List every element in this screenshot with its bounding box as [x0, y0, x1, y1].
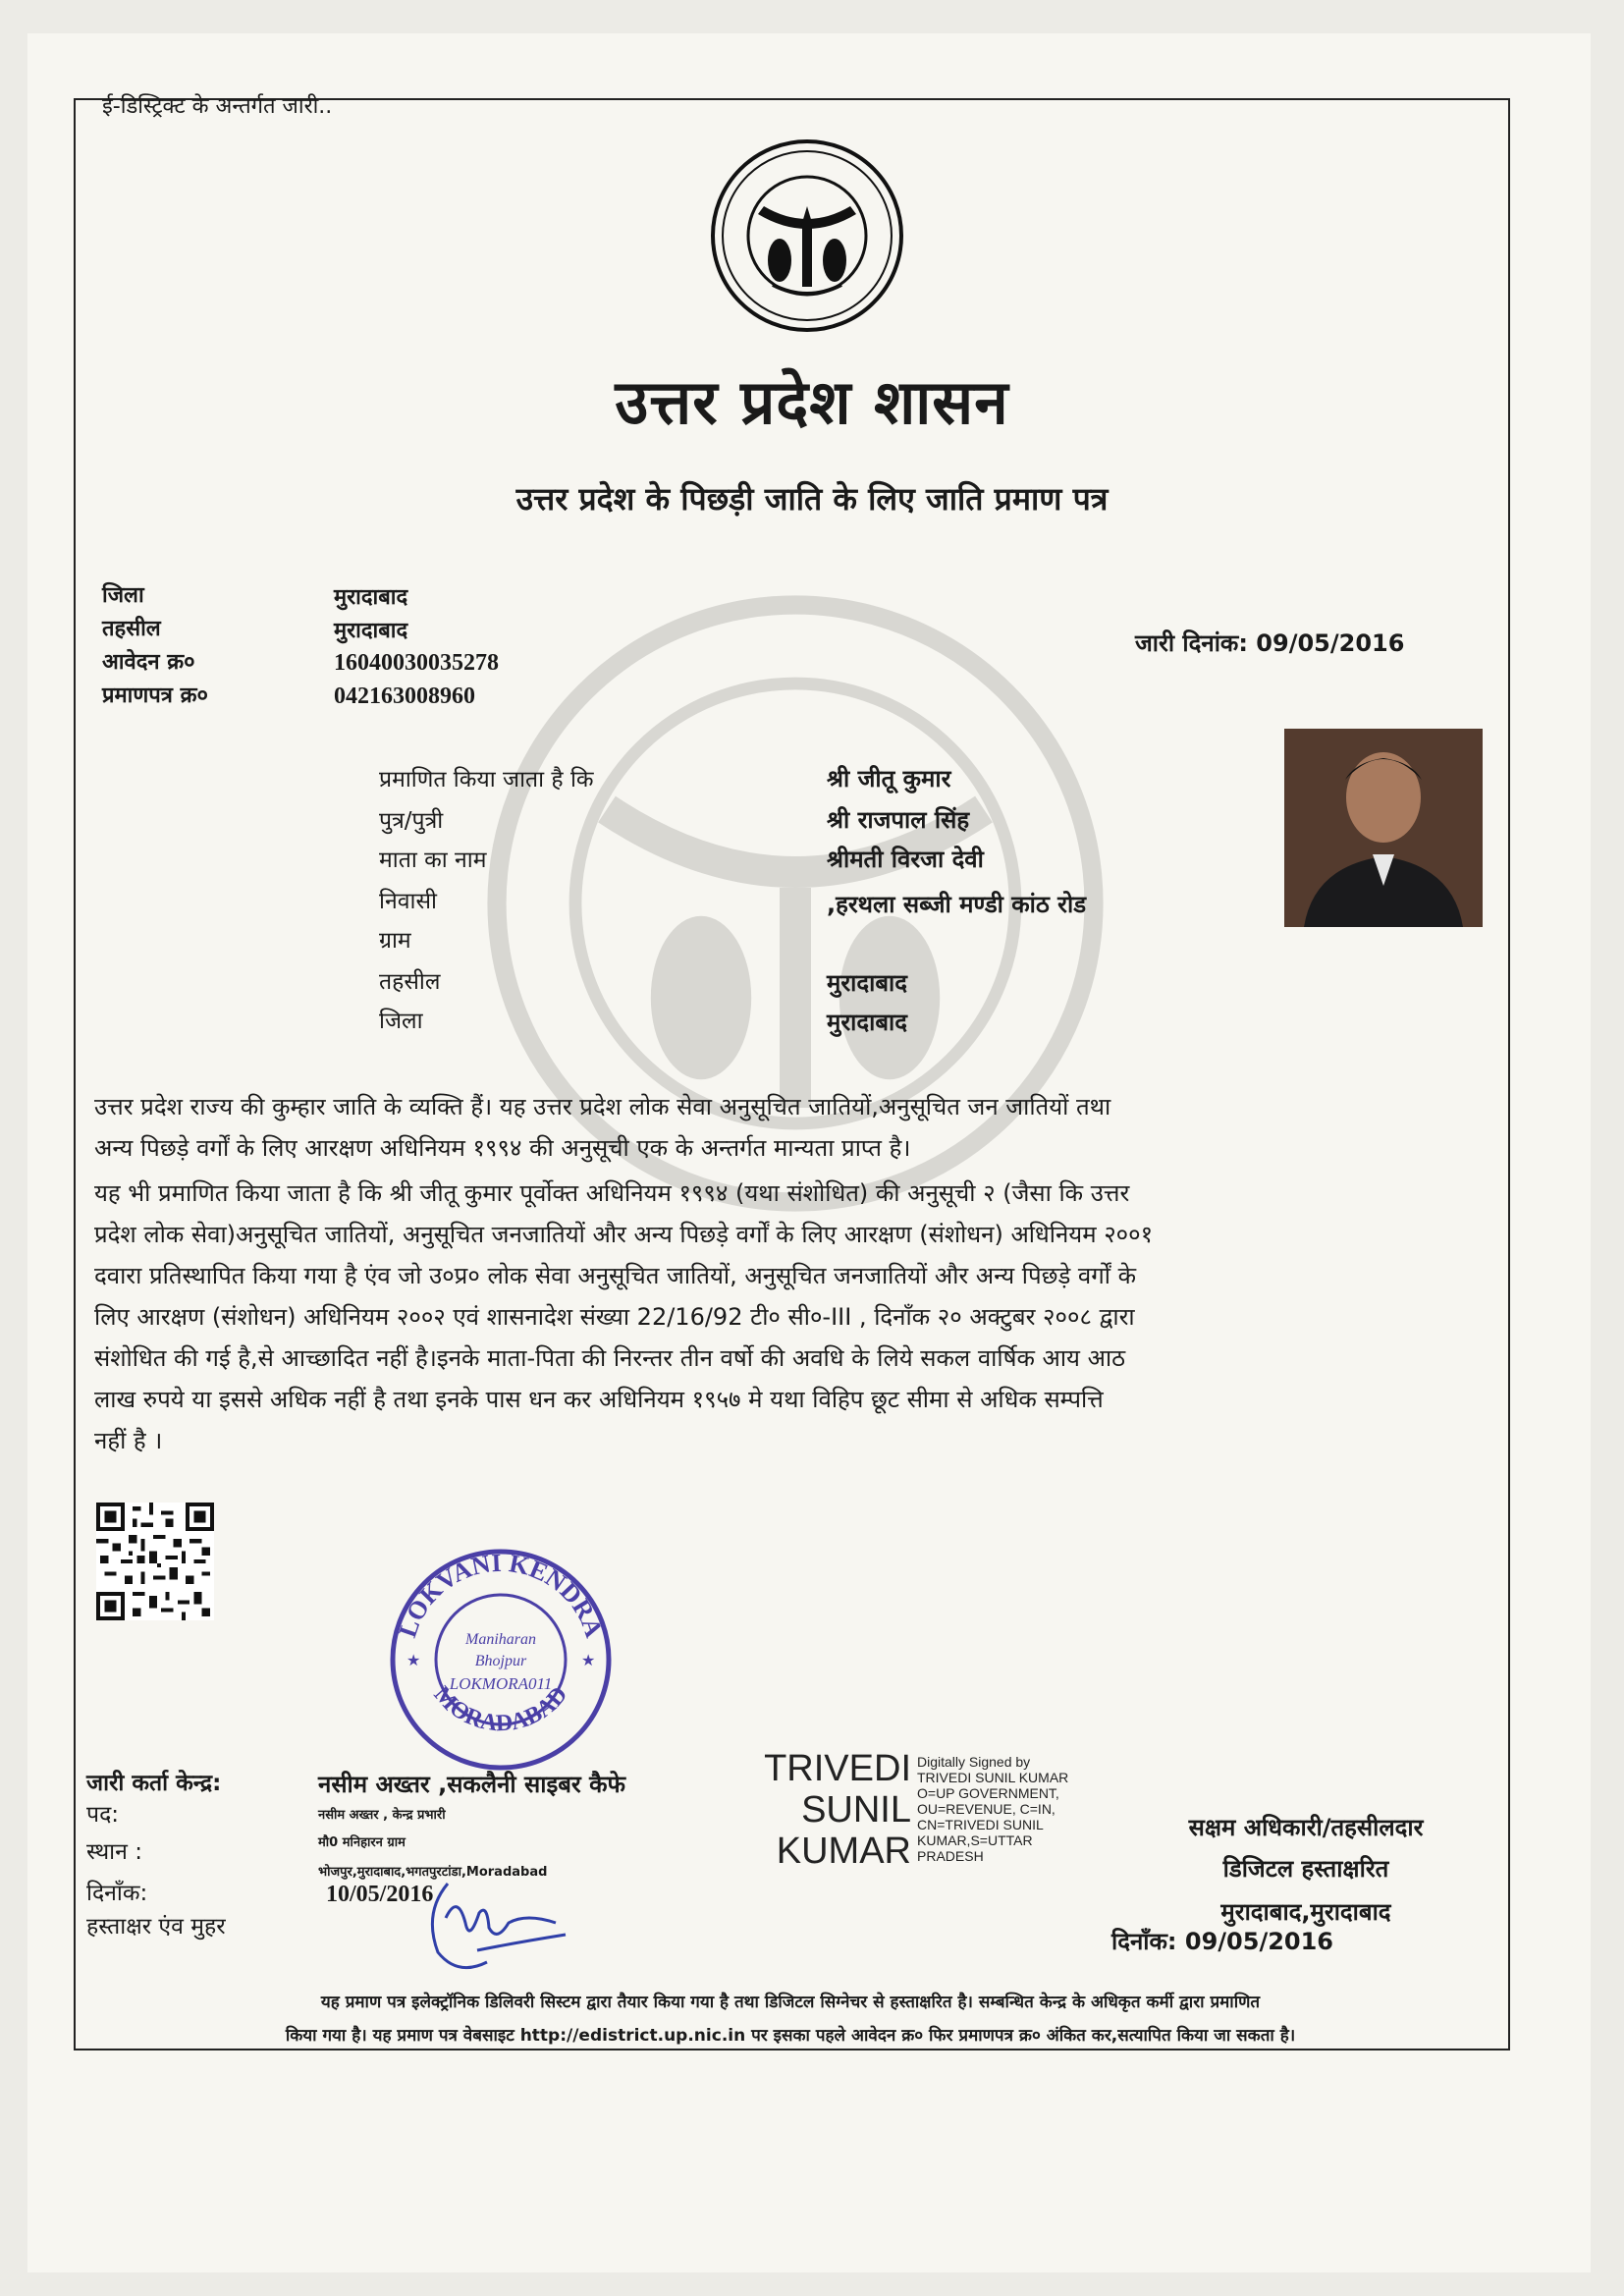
stamp-inner-line1: Maniharan — [465, 1631, 536, 1648]
footer-note-line2: किया गया है। यह प्रमाण पत्र वेबसाइट http://edistrict.up.nic.in पर इसका पहले आवेदन क्र० फिर प्रमाणपत्र क्र० अंकित कर,सत्यापित किया जा सकता है। — [285, 2026, 1296, 2046]
issue-date: जारी दिनांक: 09/05/2016 — [1135, 629, 1405, 657]
authority-digitally-signed: डिजिटल हस्ताक्षरित — [1222, 1855, 1389, 1883]
paragraph-line: दवारा प्रतिस्थापित किया गया है एंव जो उ०प्र० लोक सेवा अनुसूचित जातियों, अनुसूचित जनजातियों और अन्य पिछड़े वर्गों के — [94, 1262, 1137, 1289]
paragraph-line: संशोधित की गई है,से आच्छादित नहीं है।इनके माता-पिता की निरन्तर तीन वर्षो की अवधि के लिये सकल वार्षिक आय आठ — [94, 1344, 1126, 1372]
resident-label: निवासी — [379, 889, 437, 914]
stamp-outer-bottom-text: MORADABAD — [428, 1681, 573, 1737]
signature-detail-line: OU=REVENUE, C=IN, — [917, 1801, 1056, 1817]
district-value: मुरादाबाद — [334, 585, 408, 610]
paragraph-line: अन्य पिछड़े वर्गों के लिए आरक्षण अधिनियम १९९४ की अनुसूची एक के अन्तर्गत मान्यता प्राप्त है। — [94, 1134, 911, 1162]
mother-name: श्रीमती विरजा देवी — [827, 846, 984, 873]
signature-detail-line: O=UP GOVERNMENT, — [917, 1785, 1059, 1801]
authority-place: मुरादाबाद,मुरादाबाद — [1220, 1898, 1391, 1926]
stamp-star-icon: ★ — [406, 1651, 421, 1669]
issuer-date-value: 10/05/2016 — [326, 1882, 434, 1907]
application-number-value: 16040030035278 — [334, 650, 499, 676]
issuing-center-label: जारी कर्ता केन्द्र: — [86, 1771, 222, 1796]
handwritten-signature — [418, 1874, 575, 1982]
certified-label: प्रमाणित किया जाता है कि — [379, 767, 594, 793]
certificate-subtitle: उत्तर प्रदेश के पिछड़ी जाति के लिए जाति प्रमाण पत्र — [515, 480, 1109, 518]
qr-code — [96, 1503, 214, 1620]
issuing-center-value: नसीम अख्तर ,सकलैनी साइबर कैफे — [318, 1771, 626, 1798]
edistrict-issued-line: ई-डिस्ट्रिक्ट के अन्तर्गत जारी.. — [102, 94, 333, 119]
post-label: पद: — [86, 1802, 120, 1828]
stamp-star-icon: ★ — [581, 1651, 596, 1669]
signature-detail-line: Digitally Signed by — [917, 1754, 1031, 1770]
mother-name-label: माता का नाम — [379, 847, 487, 873]
certificate-number-label: प्रमाणपत्र क्र० — [102, 683, 208, 708]
footer-note-line1: यह प्रमाण पत्र इलेक्ट्रॉनिक डिलिवरी सिस्टम द्वारा तैयार किया गया है तथा डिजिटल सिग्नेचर से हस्ताक्षरित है। सम्बन्धित केन्द्र के अधिकृत कर्मी द्वारा प्रमाणित — [320, 1993, 1261, 2012]
paragraph-line: लाख रुपये या इससे अधिक नहीं है तथा इनके पास धन कर अधिनियम १९५७ मे यथा विहिप छूट सीमा से अधिक सम्पत्ति — [94, 1386, 1104, 1413]
up-government-emblem-icon — [709, 137, 905, 334]
signer-name-line: KUMAR — [776, 1831, 911, 1872]
field-district-label: जिला — [379, 1009, 423, 1034]
signer-name-line: TRIVEDI — [764, 1748, 911, 1789]
tehsil-value: मुरादाबाद — [334, 619, 408, 643]
paragraph-line: नहीं है । — [94, 1427, 163, 1454]
signature-detail-line: KUMAR,S=UTTAR — [917, 1832, 1033, 1848]
signature-detail-line: TRIVEDI SUNIL KUMAR — [917, 1770, 1069, 1785]
lokvani-kendra-stamp — [383, 1542, 619, 1777]
field-district-value: मुरादाबाद — [827, 1009, 908, 1036]
stamp-outer-top-text: LOKVANI KENDRA — [393, 1548, 609, 1641]
certificate-number-value: 042163008960 — [334, 683, 475, 709]
caste-statement-paragraph — [94, 1086, 1489, 1169]
district-label: जिला — [102, 583, 144, 608]
paragraph-line: प्रदेश लोक सेवा)अनुसूचित जातियों, अनुसूचित जनजातियों और अन्य पिछड़े वर्गों के लिए आरक्षण (संशोधन) अधिनियम २००१ — [94, 1221, 1154, 1248]
authority-title: सक्षम अधिकारी/तहसीलदार — [1188, 1814, 1424, 1841]
field-tehsil-value: मुरादाबाद — [827, 969, 908, 997]
signature-detail-line: PRADESH — [917, 1848, 984, 1864]
place-value-line2: भोजपुर,मुरादाबाद,भगतपुरटांडा,Moradabad — [318, 1865, 548, 1880]
father-name: श्री राजपाल सिंह — [827, 806, 970, 834]
field-tehsil-label: तहसील — [379, 969, 441, 995]
post-value: नसीम अख्तर , केन्द्र प्रभारी — [318, 1808, 446, 1823]
page-title: उत्तर प्रदेश शासन — [615, 366, 1009, 438]
applicant-name: श्री जीतू कुमार — [827, 765, 951, 793]
paragraph-line: यह भी प्रमाणित किया जाता है कि श्री जीतू कुमार पूर्वोक्त अधिनियम १९९४ (यथा संशोधित) की अनुसूची २ (जैसा कि उत्तर — [94, 1179, 1130, 1207]
digital-signer-name — [754, 1748, 911, 1872]
village-label: ग्राम — [379, 928, 411, 954]
tehsil-label: तहसील — [102, 617, 161, 641]
digital-signature-details — [917, 1754, 1113, 1864]
signature-seal-label: हस्ताक्षर एंव मुहर — [86, 1914, 226, 1940]
paragraph-line: उत्तर प्रदेश राज्य की कुम्हार जाति के व्यक्ति हैं। यह उत्तर प्रदेश लोक सेवा अनुसूचित जातियों,अनुसूचित जन जातियों तथा — [94, 1093, 1111, 1121]
signer-name-line: SUNIL — [801, 1789, 911, 1831]
authority-date: दिनाँक: 09/05/2016 — [1111, 1928, 1334, 1955]
paragraph-line: लिए आरक्षण (संशोधन) अधिनियम २००२ एवं शासनादेश संख्या 22/16/92 टी० सी०-III , दिनाँक २० अक्टुबर २००८ द्वारा — [94, 1303, 1135, 1331]
stamp-inner-line3: LOKMORA011 — [449, 1674, 553, 1693]
stamp-inner-line2: Bhojpur — [474, 1653, 527, 1669]
resident-address: ,हरथला सब्जी मण्डी कांठ रोड — [827, 891, 1087, 918]
certification-paragraph — [94, 1173, 1489, 1461]
place-value: मौ0 मनिहारन ग्राम — [318, 1835, 406, 1850]
applicant-photo — [1284, 729, 1483, 927]
son-daughter-label: पुत्र/पुत्री — [379, 808, 444, 834]
signature-detail-line: CN=TRIVEDI SUNIL — [917, 1817, 1044, 1832]
issuer-date-label: दिनाँक: — [86, 1881, 148, 1906]
application-number-label: आवेदन क्र० — [102, 650, 195, 675]
place-label: स्थान : — [86, 1839, 142, 1865]
